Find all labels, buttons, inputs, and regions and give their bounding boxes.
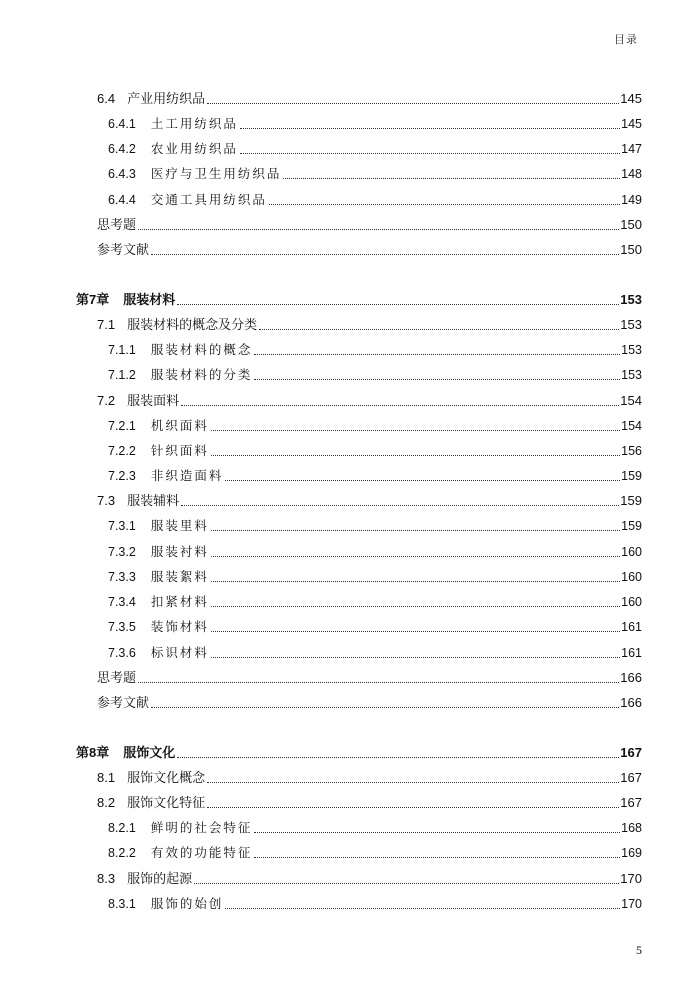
toc-section-entry: [97, 668, 642, 688]
toc-entry-page: 167: [620, 795, 642, 810]
toc-section-entry: [97, 391, 642, 411]
dot-leader: [138, 681, 619, 683]
toc-entry-page: 168: [621, 821, 642, 835]
toc-entry-title: 服装材料的概念及分类: [127, 317, 258, 332]
dot-leader: [254, 378, 620, 380]
dot-leader: [181, 504, 619, 506]
toc-subsection-entry: [108, 340, 642, 360]
toc-entry-number: 7.3.3: [108, 570, 136, 584]
toc-section-entry: [97, 869, 642, 889]
toc-entry-number: 6.4.3: [108, 167, 136, 181]
toc-section-entry: [97, 491, 642, 511]
toc-entry-page: 153: [620, 292, 642, 307]
toc-entry-title: 针织面料: [150, 444, 209, 458]
dot-leader: [211, 429, 620, 431]
toc-chapter-entry: [76, 290, 642, 310]
dot-leader: [254, 353, 620, 355]
toc-entry-page: 169: [621, 846, 642, 860]
toc-entry-title: 服饰的起源: [127, 871, 193, 886]
toc-entry-title: 服装材料的分类: [150, 368, 253, 382]
toc-entry-title: 服饰的始创: [150, 897, 224, 911]
toc-entry-page: 159: [621, 469, 642, 483]
dot-leader: [181, 404, 619, 406]
toc-subsection-entry: [108, 643, 642, 663]
toc-subsection-entry: [108, 164, 642, 184]
toc-entry-number: 7.2: [97, 393, 116, 408]
toc-entry-title: 有效的功能特征: [150, 846, 253, 860]
toc-entry-number: 8.3: [97, 871, 116, 886]
toc-entry-title: 机织面料: [150, 419, 209, 433]
toc-subsection-entry: [108, 114, 642, 134]
toc-entry-page: 153: [621, 368, 642, 382]
toc-subsection-entry: [108, 592, 642, 612]
toc-entry-number: 7.3.1: [108, 519, 136, 533]
page-number: 5: [636, 943, 642, 957]
toc-entry-number: 6.4.2: [108, 142, 136, 156]
toc-entry-page: 159: [620, 493, 642, 508]
toc-entry-number: 第8章: [76, 745, 110, 760]
toc-subsection-entry: [108, 416, 642, 436]
toc-entry-title: 非织造面料: [150, 469, 224, 483]
toc-subsection-entry: [108, 441, 642, 461]
toc-entry-number: 7.3.5: [108, 620, 136, 634]
toc-entry-page: 145: [620, 91, 642, 106]
toc-entry-title: 服装辅料: [127, 493, 180, 508]
dot-leader: [254, 831, 620, 833]
dot-leader: [211, 580, 620, 582]
toc-entry-title: 装饰材料: [150, 620, 209, 634]
toc-section-entry: [97, 215, 642, 235]
toc-entry-title: 服装里料: [150, 519, 209, 533]
toc-entry-page: 153: [621, 343, 642, 357]
dot-leader: [211, 529, 620, 531]
toc-entry-title: 农业用纺织品: [150, 142, 238, 156]
dot-leader: [283, 177, 620, 179]
toc-entry-number: 8.3.1: [108, 897, 136, 911]
toc-entry-number: 7.3.4: [108, 595, 136, 609]
dot-leader: [151, 253, 619, 255]
toc-entry-page: 153: [620, 317, 642, 332]
toc-entry-title: 服装材料: [123, 292, 176, 307]
toc-entry-number: 7.2.3: [108, 469, 136, 483]
dot-leader: [240, 152, 620, 154]
toc-entry-title: 医疗与卫生用纺织品: [150, 167, 282, 181]
toc-subsection-entry: [108, 567, 642, 587]
toc-subsection-entry: [108, 516, 642, 536]
toc-entry-page: 166: [620, 670, 642, 685]
toc-entry-number: 7.1.2: [108, 368, 136, 382]
toc-entry-page: 149: [621, 193, 642, 207]
toc-entry-page: 160: [621, 595, 642, 609]
toc-entry-number: 8.1: [97, 770, 116, 785]
toc-entry-page: 167: [620, 745, 642, 760]
dot-leader: [254, 856, 620, 858]
toc-subsection-entry: [108, 542, 642, 562]
toc-entry-title: 标识材料: [150, 646, 209, 660]
toc-entry-title: 服装衬料: [150, 545, 209, 559]
toc-entry-number: 6.4.1: [108, 117, 136, 131]
toc-subsection-entry: [108, 190, 642, 210]
toc-entry-page: 145: [621, 117, 642, 131]
dot-leader: [151, 706, 619, 708]
dot-leader: [207, 102, 619, 104]
toc-entry-page: 161: [621, 646, 642, 660]
toc-entry-page: 156: [621, 444, 642, 458]
dot-leader: [211, 630, 620, 632]
dot-leader: [177, 756, 619, 758]
toc-entry-title: 服饰文化概念: [127, 770, 206, 785]
toc-entry-title: 扣紧材料: [150, 595, 209, 609]
toc-section-entry: [97, 693, 642, 713]
toc-entry-number: 7.2.1: [108, 419, 136, 433]
toc-section-entry: [97, 315, 642, 335]
toc-entry-page: 161: [621, 620, 642, 634]
toc-entry-title: 鲜明的社会特征: [150, 821, 253, 835]
toc-entry-number: 8.2: [97, 795, 116, 810]
toc-entry-page: 150: [620, 242, 642, 257]
toc-entry-number: 8.2.2: [108, 846, 136, 860]
toc-subsection-entry: [108, 365, 642, 385]
toc-subsection-entry: [108, 466, 642, 486]
dot-leader: [211, 656, 620, 658]
toc-entry-number: 6.4.4: [108, 193, 136, 207]
dot-leader: [269, 203, 620, 205]
toc-entry-title: 产业用纺织品: [127, 91, 206, 106]
dot-leader: [225, 479, 620, 481]
toc-section-entry: [97, 768, 642, 788]
toc-chapter-entry: [76, 743, 642, 763]
toc-entry-number: 7.2.2: [108, 444, 136, 458]
dot-leader: [211, 454, 620, 456]
dot-leader: [225, 907, 620, 909]
toc-entry-page: 147: [621, 142, 642, 156]
toc-entry-page: 160: [621, 545, 642, 559]
toc-entry-title: 思考题: [97, 217, 137, 232]
toc-section-entry: [97, 240, 642, 260]
toc-entry-number: 7.3.6: [108, 646, 136, 660]
dot-leader: [240, 127, 620, 129]
toc-entry-page: 160: [621, 570, 642, 584]
toc-entry-page: 150: [620, 217, 642, 232]
toc-entry-title: 土工用纺织品: [150, 117, 238, 131]
toc-entry-title: 思考题: [97, 670, 137, 685]
toc-entry-number: 7.1: [97, 317, 116, 332]
dot-leader: [207, 781, 619, 783]
toc-entry-page: 154: [621, 419, 642, 433]
toc-entry-page: 170: [620, 871, 642, 886]
dot-leader: [194, 882, 619, 884]
dot-leader: [259, 328, 619, 330]
dot-leader: [177, 303, 619, 305]
toc-subsection-entry: [108, 617, 642, 637]
toc-section-entry: [97, 793, 642, 813]
toc-entry-title: 服装面料: [127, 393, 180, 408]
dot-leader: [211, 605, 620, 607]
toc-subsection-entry: [108, 139, 642, 159]
dot-leader: [207, 806, 619, 808]
toc-subsection-entry: [108, 894, 642, 914]
dot-leader: [138, 228, 619, 230]
toc-entry-number: 第7章: [76, 292, 110, 307]
toc-entry-page: 167: [620, 770, 642, 785]
toc-entry-title: 交通工具用纺织品: [150, 193, 267, 207]
toc-entry-title: 服饰文化: [123, 745, 176, 760]
toc-entry-title: 服装材料的概念: [150, 343, 253, 357]
toc-entry-number: 7.1.1: [108, 343, 136, 357]
toc-entry-title: 服装絮料: [150, 570, 209, 584]
toc-section-entry: [97, 89, 642, 109]
toc-entry-number: 7.3: [97, 493, 116, 508]
dot-leader: [211, 555, 620, 557]
toc-entry-page: 154: [620, 393, 642, 408]
toc-entry-number: 6.4: [97, 91, 116, 106]
toc-entry-page: 148: [621, 167, 642, 181]
toc-entry-page: 170: [621, 897, 642, 911]
toc-subsection-entry: [108, 843, 642, 863]
toc-entry-page: 166: [620, 695, 642, 710]
toc-entry-number: 8.2.1: [108, 821, 136, 835]
toc-subsection-entry: [108, 818, 642, 838]
toc-entry-number: 7.3.2: [108, 545, 136, 559]
toc-entry-title: 服饰文化特征: [127, 795, 206, 810]
running-header: 目录: [614, 34, 638, 46]
toc-entry-title: 参考文献: [97, 242, 150, 257]
toc-entry-title: 参考文献: [97, 695, 150, 710]
toc-entry-page: 159: [621, 519, 642, 533]
